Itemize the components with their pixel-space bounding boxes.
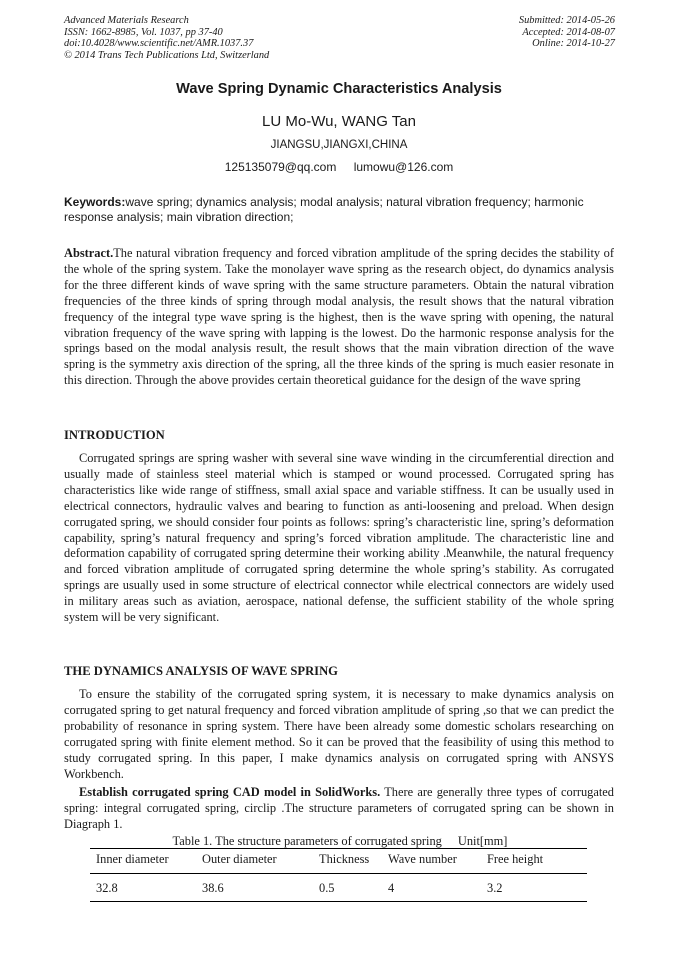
table-header-cell: Outer diameter	[202, 852, 277, 866]
dynamics-heading: THE DYNAMICS ANALYSIS OF WAVE SPRING	[64, 664, 338, 678]
abstract	[64, 246, 614, 389]
keywords	[64, 195, 614, 225]
journal-info	[64, 15, 269, 61]
dynamics-paragraph-2	[64, 785, 614, 833]
keywords-text: wave spring; dynamics analysis; modal analysis; natural vibration frequency; harmonic response analysis; main vibration direction;	[64, 195, 584, 224]
issn: ISSN: 1662-8985, Vol. 1037, pp 37-40	[64, 26, 223, 38]
doi: doi:10.4028/www.scientific.net/AMR.1037.37	[64, 38, 254, 50]
emails	[0, 160, 678, 174]
accepted-date: Accepted: 2014-08-07	[522, 26, 615, 38]
table-cell: 3.2	[487, 881, 503, 895]
publication-dates	[519, 15, 615, 50]
abstract-label: Abstract.	[64, 246, 114, 260]
table-header-cell: Free height	[487, 852, 544, 866]
keywords-label: Keywords:	[64, 195, 126, 209]
authors: LU Mo-Wu, WANG Tan	[262, 113, 416, 130]
cad-model-text: There are generally three types of corrugated spring: integral corrugated spring, circlip .The structure parameters of corrugated spring can be shown in Diagraph 1.	[64, 785, 614, 831]
table-caption-text: Table 1. The structure parameters of corrugated spring	[172, 834, 442, 848]
email-2: lumowu@126.com	[353, 160, 454, 174]
table-header-row	[90, 849, 587, 874]
table-cell: 0.5	[319, 881, 335, 895]
submitted-date: Submitted: 2014-05-26	[518, 15, 615, 26]
parameters-table	[90, 848, 587, 902]
email-1: 125135079@qq.com	[224, 160, 337, 174]
copyright: © 2014 Trans Tech Publications Ltd, Switzerland	[64, 49, 270, 61]
table-header-cell: Wave number	[388, 852, 457, 866]
paper-title: Wave Spring Dynamic Characteristics Analysis	[176, 81, 502, 97]
cad-model-heading: Establish corrugated spring CAD model in SolidWorks.	[79, 785, 381, 799]
table-cell: 32.8	[96, 881, 118, 895]
table-caption	[90, 834, 590, 849]
abstract-text: The natural vibration frequency and forced vibration amplitude of the spring decides the stability of the whole of the spring system. Take the monolayer wave spring as the research object, do dynamics analysis for the three different kinds of wave spring with the same structure parameters. Obtain the natural vibration frequencies of the three kinds of spring through modal analysis, the result shows that the natural vibration frequency of the integral type wave spring is the highest, then is the wave spring with opening, the natural vibration frequency of the wave spring with lapping is the lowest. Do the harmonic response analysis for the springs based on the modal analysis result, the result shows that the main vibration direction of the wave spring is the symmetry axis direction of the spring, all the three kinds of the spring is much easier resonate in this direction. Through the above provides certain theoretical guidance for the design of the wave spring	[64, 246, 614, 388]
affiliation: JIANGSU,JIANGXI,CHINA	[270, 139, 408, 151]
introduction-paragraph: Corrugated springs are spring washer with several sine wave winding in the circumferential direction and usually made of stainless steel material which is stamped or wound processed. Corrugated spring has characteristics like wide range of stiffness, small axial space and variable stiffness. It can be usually used in electrical connectors, hydraulic valves and bearing to function as anti-loosening and preload. When design corrugated spring, we should consider four points as follows: spring’s characteristic line, spring’s deformation capability, spring’s natural frequency and spring’s forced vibration amplitude. The characteristic line and deformation capability of corrugated spring determine their working ability .Meanwhile, the natural frequency and forced vibration amplitude of corrugated spring determine the whole spring’s stability. As corrugated springs are usually used in some structure of electrical connector while electrical connectors are widely used in military areas such as aviation, aerospace, national defense, the sufficient stability of the whole spring system will be very significant.	[64, 451, 614, 625]
table-header-cell: Inner diameter	[96, 852, 169, 866]
online-date: Online: 2014-10-27	[532, 38, 615, 50]
table-cell: 4	[388, 881, 395, 895]
dynamics-paragraph-1: To ensure the stability of the corrugated spring system, it is necessary to make dynamics analysis on corrugated spring to get natural frequency and forced vibration amplitude of spring ,so that we can predict the probability of resonance in spring system. There have been already some domestic scholars researching on corrugated spring with finite element method. So it can be proved that the feasibility of using this method to study corrugated spring. In this paper, I make dynamics analysis on corrugated spring with ANSYS Workbench.	[64, 687, 614, 781]
table-row	[90, 874, 587, 901]
table-cell: 38.6	[202, 881, 224, 895]
table-header-cell: Thickness	[319, 852, 370, 866]
introduction-heading: INTRODUCTION	[64, 428, 165, 442]
table-unit: Unit[mm]	[457, 834, 508, 848]
journal-name: Advanced Materials Research	[64, 15, 189, 26]
